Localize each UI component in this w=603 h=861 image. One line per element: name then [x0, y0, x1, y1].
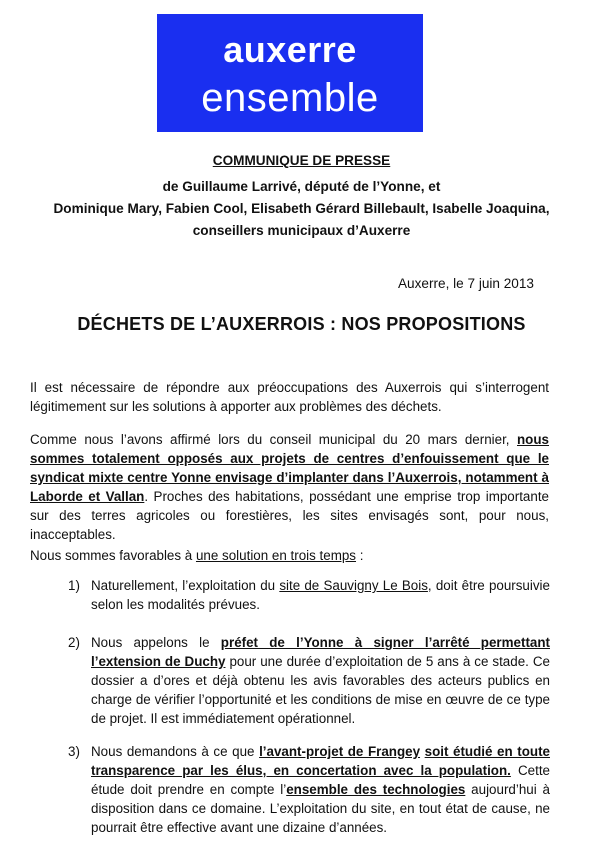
- item3-emphasis-1: l’avant-projet de Frangey: [259, 744, 421, 759]
- item2-text-a: Nous appelons le: [91, 635, 221, 650]
- press-header: [0, 150, 603, 242]
- item3-text-a: Nous demandons à ce que: [91, 744, 260, 759]
- author-line-2: Dominique Mary, Fabien Cool, Elisabeth Gérard Billebault, Isabelle Joaquina,: [53, 201, 550, 216]
- list-item: [68, 633, 550, 728]
- p3-emphasis: une solution en trois temps: [195, 548, 357, 563]
- press-label: COMMUNIQUE DE PRESSE: [212, 153, 391, 168]
- item1-emphasis: site de Sauvigny Le Bois: [279, 578, 428, 593]
- list-item-number: 1): [68, 578, 80, 593]
- p2-emphasis: nous sommes totalement opposés aux projets de centres d’enfouissement que le syndicat mixte centre Yonne envisage d’implanter dans l’Auxerrois, notamment à Laborde et Vallan: [30, 432, 549, 504]
- list-item: [68, 576, 550, 614]
- author-line-3: conseillers municipaux d’Auxerre: [192, 223, 411, 238]
- auxerre-ensemble-logo: [157, 14, 423, 132]
- logo-line-2: ensemble: [201, 76, 379, 120]
- item3-emphasis-2: soit étudié en toute transparence par les élus, en concertation avec la population.: [91, 744, 550, 778]
- item2-emphasis: préfet de l’Yonne à signer l’arrêté permettant l’extension de Duchy: [91, 635, 550, 669]
- p3-text-a: Nous sommes favorables à: [30, 548, 196, 563]
- p2-text-c: . Proches des habitations, possédant une emprise trop importante sur des terres agricoles ou forestières, les sites envisagés sont, pour nous, inacceptables.: [30, 489, 549, 542]
- item3-text-e: Cette étude doit prendre en compte l’: [91, 763, 551, 797]
- item2-text-c: pour une durée d’exploitation de 5 ans à ce stade. Ce dossier a d’ores et déjà obtenu les avis favorables des acteurs publics en charge de vérifier l’opportunité et les conditions de mise en œuvre de ce type de projet. Il est immédiatement opérationnel.: [91, 654, 550, 726]
- paragraph-intro: Il est nécessaire de répondre aux préoccupations des Auxerrois qui s’interrogent légitimement sur les solutions à apporter aux problèmes des déchets.: [30, 380, 549, 414]
- p2-text-a: Comme nous l’avons affirmé lors du conseil municipal du 20 mars dernier,: [30, 432, 517, 447]
- page-title: DÉCHETS DE L’AUXERROIS : NOS PROPOSITIONS: [77, 314, 526, 334]
- author-line-1: de Guillaume Larrivé, député de l’Yonne, et: [162, 179, 441, 194]
- release-date: Auxerre, le 7 juin 2013: [397, 276, 534, 291]
- list-item-number: 2): [68, 635, 80, 650]
- list-item-text: [91, 742, 550, 837]
- item1-text-a: Naturellement, l’exploitation du: [91, 578, 280, 593]
- list-item-text: [91, 576, 550, 614]
- logo-line-1: auxerre: [223, 29, 357, 70]
- item1-text-c: , doit être poursuivie selon les modalités prévues.: [91, 578, 550, 612]
- list-item-text: [91, 633, 550, 728]
- item3-text-g: aujourd’hui à disposition dans ce domaine. L’exploitation du site, en tout état de cause, ne pourrait être effective avant une dizaine d’années.: [91, 782, 550, 835]
- paragraph-opposition: [30, 430, 549, 544]
- p3-text-c: :: [356, 548, 364, 563]
- item3-emphasis-3: ensemble des technologies: [286, 782, 466, 797]
- list-item: [68, 742, 550, 837]
- list-item-number: 3): [68, 744, 80, 759]
- paragraph-solution: [30, 546, 549, 565]
